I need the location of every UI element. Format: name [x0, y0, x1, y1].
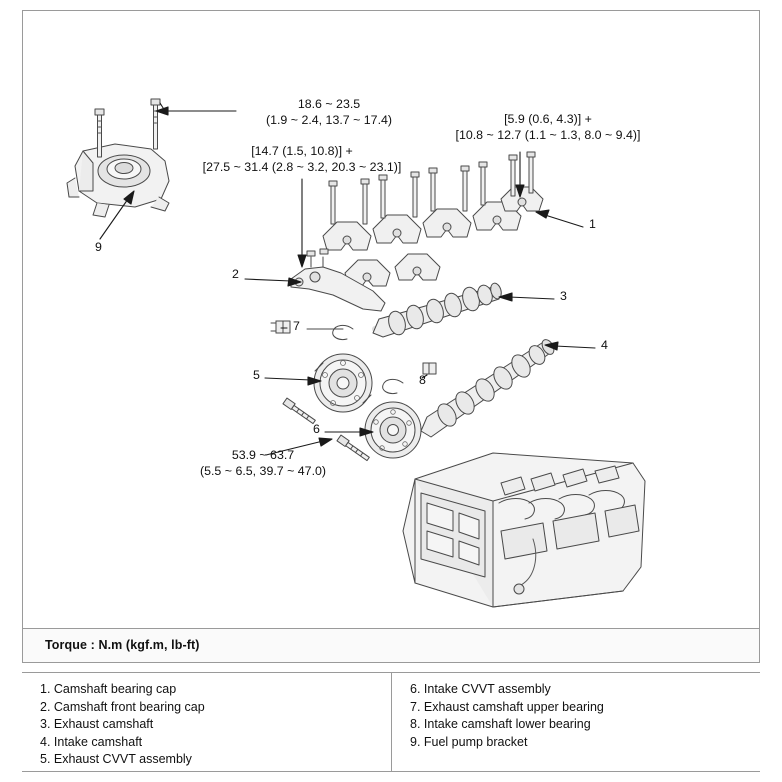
- torque-rocker-shaft-line1: [14.7 (1.5, 10.8)] +: [251, 144, 353, 158]
- callout-4: 4: [601, 338, 608, 352]
- torque-cvvt-bolt-label: [138, 447, 388, 479]
- cylinder-head-art: [403, 453, 645, 607]
- callout-5: 5: [253, 368, 260, 382]
- callout-2: 2: [232, 267, 239, 281]
- torque-bearing-cap-line1: [5.9 (0.6, 4.3)] +: [504, 112, 592, 126]
- torque-front-bearing-cap-line2: (1.9 ~ 2.4, 13.7 ~ 17.4): [265, 113, 393, 127]
- list-item: 2. Camshaft front bearing cap: [40, 699, 205, 714]
- list-item: 5. Exhaust CVVT assembly: [40, 752, 192, 767]
- callout-9: 9: [95, 240, 102, 254]
- intake-camshaft-art: [421, 338, 556, 437]
- intake-camshaft-lower-bearing-art: [383, 363, 436, 394]
- torque-cvvt-bolt-line2: (5.5 ~ 6.5, 39.7 ~ 47.0): [199, 464, 327, 478]
- legend-column-left: [22, 673, 391, 771]
- callout-8: 8: [419, 373, 426, 387]
- exhaust-camshaft-upper-bearing-art: [271, 321, 353, 340]
- parts-legend: [22, 672, 760, 772]
- torque-unit-bar: [23, 628, 759, 662]
- legend-column-right: [391, 673, 760, 771]
- callout-1: 1: [589, 217, 596, 231]
- callout-7: 7: [293, 319, 300, 333]
- list-item: 8. Intake camshaft lower bearing: [410, 717, 591, 732]
- list-item: 9. Fuel pump bracket: [410, 734, 528, 749]
- exhaust-camshaft-art: [373, 282, 503, 337]
- torque-front-bearing-cap-line1: 18.6 ~ 23.5: [297, 97, 361, 111]
- exhaust-cvvt-assembly-art: [314, 354, 372, 412]
- torque-rocker-shaft-label: [152, 143, 452, 175]
- list-item: 4. Intake camshaft: [40, 734, 143, 749]
- callout-3: 3: [560, 289, 567, 303]
- callout-6: 6: [313, 422, 320, 436]
- list-item: 7. Exhaust camshaft upper bearing: [410, 699, 604, 714]
- torque-rocker-shaft-line2: [27.5 ~ 31.4 (2.8 ~ 3.2, 20.3 ~ 23.1)]: [202, 160, 402, 174]
- diagram-frame: [22, 10, 760, 663]
- torque-bearing-cap-label: [403, 111, 693, 143]
- list-item: 1. Camshaft bearing cap: [40, 682, 177, 696]
- torque-bearing-cap-line2: [10.8 ~ 12.7 (1.1 ~ 1.3, 8.0 ~ 9.4)]: [455, 128, 641, 142]
- list-item: 3. Exhaust camshaft: [40, 717, 154, 732]
- torque-cvvt-bolt-line1: 53.9 ~ 63.7: [231, 448, 295, 462]
- torque-unit-text: Torque : N.m (kgf.m, lb-ft): [45, 638, 200, 652]
- list-item: 6. Intake CVVT assembly: [410, 682, 551, 696]
